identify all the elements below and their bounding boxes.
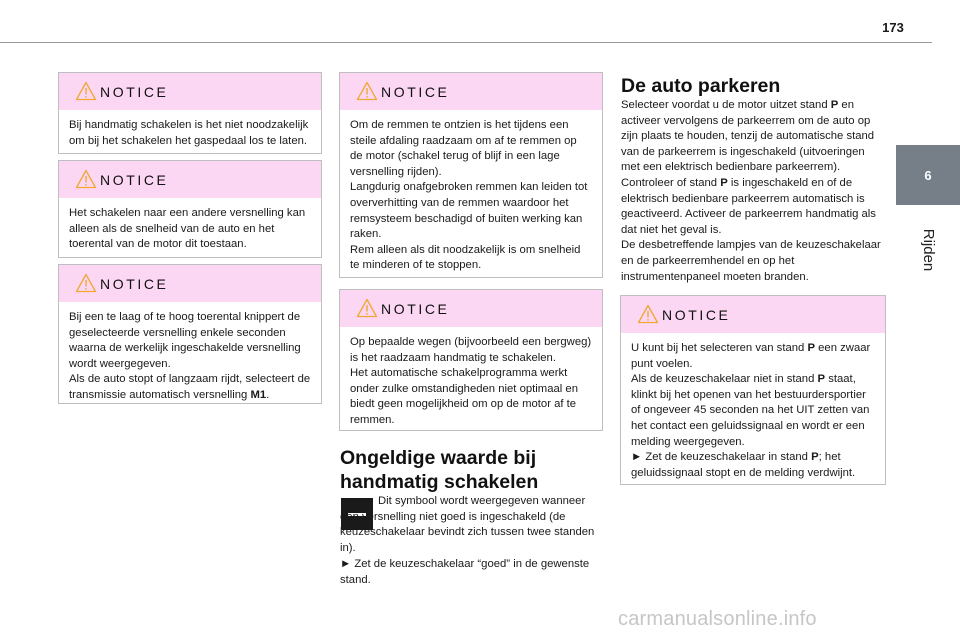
notice-box	[339, 72, 603, 278]
header-divider	[0, 42, 932, 43]
notice-header	[59, 265, 321, 302]
warning-icon	[637, 304, 659, 324]
notice-header	[59, 73, 321, 110]
notice-header	[59, 161, 321, 198]
notice-header	[621, 296, 885, 333]
section-text: Selecteer voordat u de motor uitzet stand P en activeer vervolgens de parkeerrem om de auto op zijn plaats te houden, tenzij de automatische stand van de parkeerrem is ingeschakeld (uitvoeringen met een elektrisch bedienbare parkeerrem). Controleer of stand P is ingeschakeld en of de elektrisch bedienbare parkeerrem automatisch is geactiveerd. Activeer de parkeerrem handmatig als dat niet het geval is. De desbetreffende lampjes van de keuzeschakelaar en de parkeerremhendel en op het instrumentenpaneel moeten branden.	[621, 99, 881, 283]
notice-text: U kunt bij het selecteren van stand P een zwaar punt voelen. Als de keuzeschakelaar niet in stand P staat, klinkt bij het openen van het bestuurdersportier of ongeveer 45 seconden na het UIT zetten van het contact een geluidssignaal en wordt er een melding weergegeven. ► Zet de keuzeschakelaar in stand P; het geluidssignaal stopt en de melding verdwijnt.	[631, 342, 871, 479]
section-heading: Ongeldige waarde bij handmatig schakelen	[340, 447, 539, 493]
notice-box	[58, 264, 322, 404]
notice-header	[340, 290, 602, 327]
notice-text: Op bepaalde wegen (bijvoorbeeld een bergweg) is het raadzaam handmatig te schakelen. Het automatische schakelprogramma werkt onder zulke omstandigheden niet optimaal en biedt geen mogelijkheid om op de motor af te remmen.	[350, 336, 592, 426]
notice-text: Bij een te laag of te hoog toerental knippert de geselecteerde versnelling enkele seconden waarna de werkelijk ingeschakelde versnelling wordt weergegeven. Als de auto stopt of langzaam rijdt, selecteert de transmissie automatisch versnelling M1.	[69, 311, 311, 401]
page-number: 173	[882, 20, 904, 35]
warning-icon	[75, 169, 97, 189]
notice-box	[339, 289, 603, 431]
watermark: carmanualsonline.info	[618, 608, 817, 630]
notice-box	[620, 295, 886, 485]
notice-title: NOTICE	[100, 83, 169, 100]
notice-text: Het schakelen naar een andere versnelling kan alleen als de snelheid van de auto en het toerental van de motor dit toestaan.	[69, 207, 306, 251]
notice-title: NOTICE	[100, 171, 169, 188]
chapter-tab[interactable]: 6	[896, 145, 960, 205]
notice-box	[58, 160, 322, 258]
section-text: Dit symbool wordt weergegeven wanneer een versnelling niet goed is ingeschakeld (de keuzeschakelaar bevindt zich tussen twee standen in).	[340, 495, 595, 554]
warning-icon	[75, 81, 97, 101]
warning-icon	[75, 273, 97, 293]
warning-icon	[356, 81, 378, 101]
notice-header	[340, 73, 602, 110]
notice-title: NOTICE	[100, 275, 169, 292]
notice-text: Om de remmen te ontzien is het tijdens een steile afdaling raadzaam om af te remmen op de motor (schakel terug of blijf in een lage versnelling rijden). Langdurig onafgebroken remmen kan leiden tot oververhitting van de remmen waardoor het remsysteem beschadigd of buiten werking kan raken. Rem alleen als dit noodzakelijk is om snelheid te minderen of te stoppen.	[350, 119, 588, 272]
notice-text: Bij handmatig schakelen is het niet noodzakelijk om bij het schakelen het gaspedaal los te laten.	[69, 119, 309, 147]
notice-title: NOTICE	[381, 83, 450, 100]
notice-title: NOTICE	[662, 306, 731, 323]
section-heading: De auto parkeren	[621, 75, 781, 97]
chapter-title: Rijden	[920, 228, 937, 272]
notice-title: NOTICE	[381, 300, 450, 317]
notice-box	[58, 72, 322, 154]
section-action: ► Zet de keuzeschakelaar “goed” in de gewenste stand.	[340, 558, 590, 586]
warning-icon	[356, 298, 378, 318]
